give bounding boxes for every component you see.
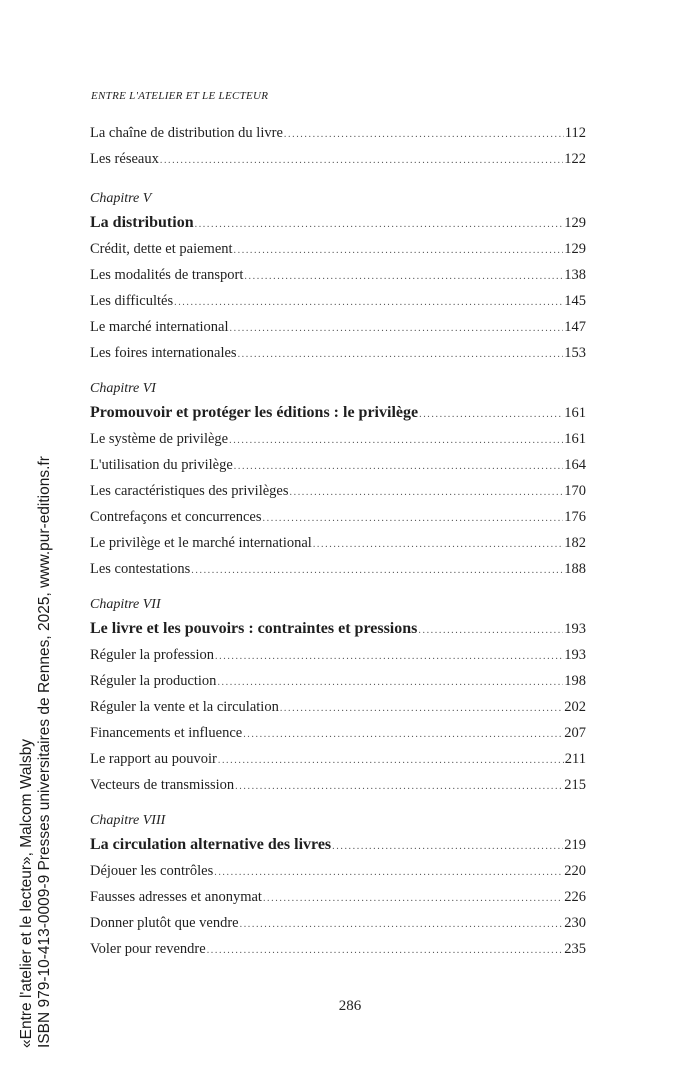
toc-entry-page: 220 — [564, 863, 586, 879]
dot-leader — [174, 290, 563, 316]
toc-entry[interactable] — [90, 936, 586, 962]
toc-entry[interactable] — [90, 236, 586, 262]
toc-entry-page: 207 — [564, 725, 586, 741]
table-of-contents — [90, 120, 586, 962]
toc-entry-page: 147 — [564, 319, 586, 335]
dot-leader — [238, 342, 564, 368]
toc-entry[interactable] — [90, 478, 586, 504]
chapter-title: Promouvoir et protéger les éditions : le privilège — [90, 404, 419, 421]
dot-leader — [290, 480, 564, 506]
toc-entry-page: 145 — [564, 293, 586, 309]
chapter-title-entry[interactable] — [90, 616, 586, 642]
toc-entry[interactable] — [90, 772, 586, 798]
chapter-title: Le livre et les pouvoirs : contraintes et pressions — [90, 620, 418, 637]
toc-entry[interactable] — [90, 288, 586, 314]
toc-entry-page: 235 — [564, 941, 586, 957]
toc-entry[interactable] — [90, 746, 586, 772]
dot-leader — [332, 834, 563, 860]
chapter-page: 129 — [564, 215, 586, 231]
toc-entry-title: Le rapport au pouvoir — [90, 751, 217, 767]
toc-entry-title: Réguler la vente et la circulation — [90, 699, 279, 715]
chapter-label: Chapitre VIII — [90, 813, 166, 828]
toc-entry-title: Les difficultés — [90, 293, 174, 309]
toc-entry-title: Le système de privilège — [90, 431, 229, 447]
chapter-title-entry[interactable] — [90, 210, 586, 236]
chapter-page: 219 — [564, 837, 586, 853]
dot-leader — [195, 212, 564, 238]
toc-entry-title: Fausses adresses et anonymat — [90, 889, 262, 905]
toc-entry-title: Le marché international — [90, 319, 229, 335]
dot-leader — [229, 428, 563, 454]
chapter-page: 161 — [564, 405, 586, 421]
toc-entry-page: 176 — [564, 509, 586, 525]
toc-entry-title: La chaîne de distribution du livre — [90, 125, 283, 141]
toc-entry-page: 230 — [564, 915, 586, 931]
toc-entry-page: 226 — [564, 889, 586, 905]
dot-leader — [263, 886, 563, 912]
toc-entry-page: 170 — [564, 483, 586, 499]
dot-leader — [235, 774, 563, 800]
dot-leader — [263, 506, 564, 532]
toc-entry-title: Réguler la production — [90, 673, 217, 689]
toc-entry[interactable] — [90, 884, 586, 910]
toc-entry-title: Les foires internationales — [90, 345, 237, 361]
side-credit — [18, 456, 54, 1048]
side-credit-line-2: ISBN 979-10-413-0009-9 Presses universitaires de Rennes, 2025, www.pur-editions.fr — [36, 456, 53, 1048]
toc-entry-page: 182 — [564, 535, 586, 551]
toc-entry-title: L'utilisation du privilège — [90, 457, 233, 473]
toc-entry[interactable] — [90, 556, 586, 582]
toc-entry-title: Réguler la profession — [90, 647, 215, 663]
toc-entry-title: Les contestations — [90, 561, 191, 577]
toc-entry-title: Vecteurs de transmission — [90, 777, 235, 793]
toc-entry[interactable] — [90, 340, 586, 366]
dot-leader — [214, 860, 563, 886]
chapter-title-entry[interactable] — [90, 400, 586, 426]
dot-leader — [160, 148, 563, 174]
dot-leader — [230, 316, 564, 342]
toc-entry[interactable] — [90, 858, 586, 884]
toc-entry[interactable] — [90, 720, 586, 746]
toc-entry-page: 161 — [564, 431, 586, 447]
dot-leader — [191, 558, 563, 584]
toc-entry-page: 122 — [564, 151, 586, 167]
running-head: ENTRE L'ATELIER ET LE LECTEUR — [91, 90, 269, 102]
toc-entry-page: 215 — [564, 777, 586, 793]
toc-entry-title: Voler pour revendre — [90, 941, 206, 957]
toc-entry[interactable] — [90, 146, 586, 172]
toc-entry-title: Les réseaux — [90, 151, 159, 167]
dot-leader — [240, 912, 564, 938]
chapter-title-entry[interactable] — [90, 832, 586, 858]
toc-entry[interactable] — [90, 120, 586, 146]
toc-entry-page: 193 — [564, 647, 586, 663]
toc-entry[interactable] — [90, 452, 586, 478]
toc-entry-page: 112 — [564, 125, 586, 141]
toc-entry-title: Financements et influence — [90, 725, 243, 741]
chapter-title: La circulation alternative des livres — [90, 836, 332, 853]
dot-leader — [234, 238, 564, 264]
dot-leader — [418, 618, 563, 644]
toc-entry-title: Donner plutôt que vendre — [90, 915, 239, 931]
toc-entry-title: Le privilège et le marché international — [90, 535, 312, 551]
toc-entry-title: Contrefaçons et concurrences — [90, 509, 262, 525]
toc-entry[interactable] — [90, 530, 586, 556]
chapter-label: Chapitre VII — [90, 597, 161, 612]
dot-leader — [284, 122, 564, 148]
toc-entry-page: 153 — [564, 345, 586, 361]
dot-leader — [419, 402, 563, 428]
side-credit-line-1: «Entre l'atelier et le lecteur», Malcom Walsby — [18, 738, 35, 1048]
page-number: 286 — [338, 998, 362, 1014]
toc-entry-page: 198 — [564, 673, 586, 689]
toc-entry-title: Déjouer les contrôles — [90, 863, 214, 879]
chapter-title: La distribution — [90, 214, 194, 231]
dot-leader — [217, 670, 563, 696]
toc-entry[interactable] — [90, 504, 586, 530]
dot-leader — [218, 748, 564, 774]
toc-entry-page: 129 — [564, 241, 586, 257]
chapter-label: Chapitre V — [90, 191, 152, 206]
chapter-label: Chapitre VI — [90, 381, 156, 396]
toc-entry[interactable] — [90, 314, 586, 340]
toc-entry-title: Les modalités de transport — [90, 267, 244, 283]
toc-entry-title: Les caractéristiques des privilèges — [90, 483, 289, 499]
dot-leader — [215, 644, 563, 670]
toc-entry[interactable] — [90, 426, 586, 452]
toc-entry[interactable] — [90, 642, 586, 668]
toc-entry[interactable] — [90, 668, 586, 694]
toc-entry-page: 138 — [564, 267, 586, 283]
toc-entry[interactable] — [90, 910, 586, 936]
toc-entry-page: 211 — [564, 751, 586, 767]
toc-entry-page: 202 — [564, 699, 586, 715]
dot-leader — [280, 696, 563, 722]
toc-entry-title: Crédit, dette et paiement — [90, 241, 233, 257]
dot-leader — [243, 722, 563, 748]
dot-leader — [244, 264, 563, 290]
toc-entry-page: 188 — [564, 561, 586, 577]
dot-leader — [313, 532, 563, 558]
chapter-page: 193 — [564, 621, 586, 637]
dot-leader — [207, 938, 564, 964]
toc-entry-page: 164 — [564, 457, 586, 473]
dot-leader — [234, 454, 563, 480]
toc-entry[interactable] — [90, 262, 586, 288]
toc-entry[interactable] — [90, 694, 586, 720]
